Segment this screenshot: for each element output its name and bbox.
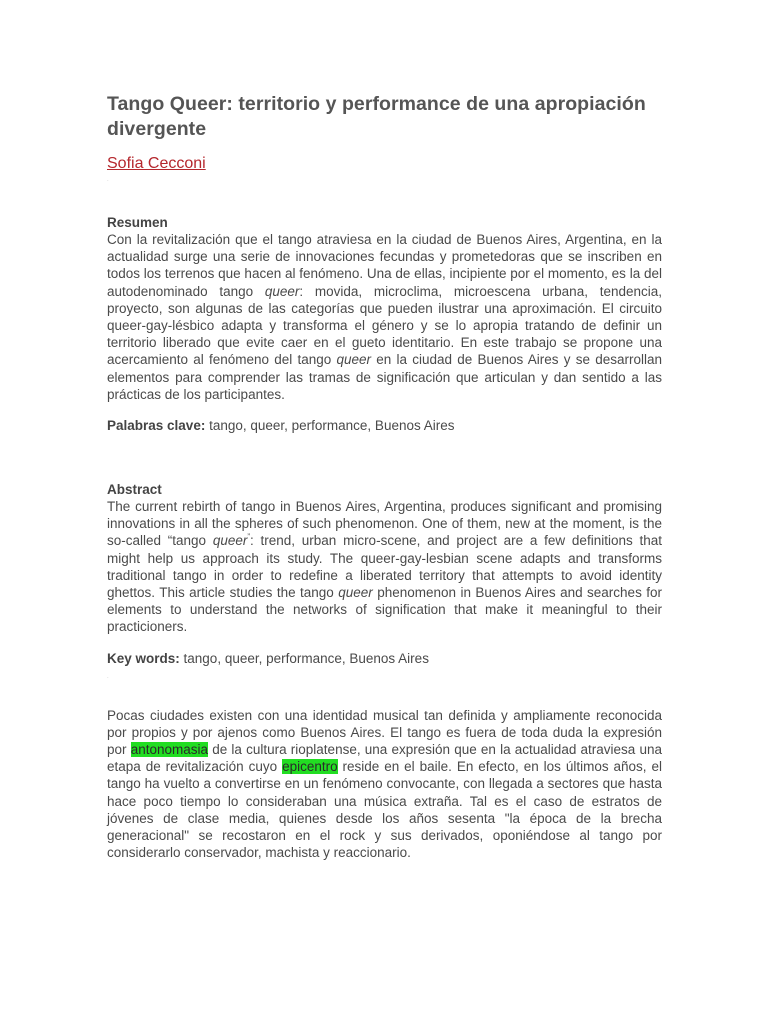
intro-text: reside en el baile. En efecto, en los últimos años, el tango ha vuelto a convertirse en un fenómeno convocante, con llegada a sectores que hasta hace poco tiempo lo consideraban una música extraña. Tal es el caso de estratos de jóvenes de clase media, quienes desde los años sesenta "la época de la brecha generacional" se recostaron en el rock y sus derivados, oponiéndose al tango por considerarlo conservador, machista y reaccionario.	[107, 759, 662, 861]
abstract-emphasis: queer	[212, 533, 248, 549]
intro-paragraph	[107, 707, 662, 862]
highlighted-word: epicentro	[282, 759, 338, 775]
palabras-clave-value: tango, queer, performance, Buenos Aires	[205, 418, 455, 434]
spacer	[107, 434, 662, 481]
document-content	[107, 92, 662, 861]
palabras-clave	[107, 417, 662, 434]
highlighted-word: antonomasia	[130, 742, 209, 758]
author-byline	[107, 154, 662, 174]
resumen-paragraph	[107, 231, 662, 403]
resumen-emphasis: queer	[336, 352, 372, 368]
abstract-heading: Abstract	[107, 482, 162, 498]
spacer	[107, 184, 662, 214]
abstract-paragraph	[107, 498, 662, 636]
footnote-mark: ”	[247, 532, 251, 542]
key-words-label: Key words:	[107, 650, 180, 666]
author-link[interactable]: Sofia Cecconi	[107, 155, 206, 172]
abstract-emphasis: queer	[338, 585, 373, 601]
resumen-text: Con la revitalización que el tango atraviesa en la ciudad de Buenos Aires, Argentina, en la actualidad surge una serie de innovaciones fecundas y prometedoras que se inscriben en todos los terrenos que hacen al fenómeno. Una de ellas, incipiente por el momento, es la del autodenominado tango	[107, 232, 662, 299]
key-words-value: tango, queer, performance, Buenos Aires	[179, 650, 429, 666]
page-title: Tango Queer: territorio y performance de una apropiación divergente	[107, 93, 646, 140]
intro-text: Pocas ciudades existen con una identidad musical tan definida y ampliamente reconocida por propios y por ajenos como Buenos Aires. El tango es fuera de toda duda la expresión por	[107, 707, 662, 758]
abstract-text: The current rebirth of tango in Buenos Aires, Argentina, produces significant and promising innovations in all the spheres of such phenomenon. One of them, new at the moment, is the so-called “tango	[107, 499, 662, 549]
resumen-text: : movida, microclima, microescena urbana, tendencia, proyecto, son algunas de las categorías que pueden ilustrar una aproximación. El circuito queer-gay-lésbico adapta y transforma el género y se lo apropia tratando de definir un territorio liberado que evite caer en el gueto identitario. En este trabajo se propone una acercamiento al fenómeno del tango	[107, 283, 662, 368]
intro-text: de la cultura rioplatense, una expresión que en la actualidad atraviesa una etapa de revitalización cuyo	[107, 742, 662, 775]
separator-mark: .	[107, 673, 109, 680]
resumen-text: en la ciudad de Buenos Aires y se desarrollan elementos para comprender las tramas de significación que articulan y dan sentido a las prácticas de los participantes.	[107, 352, 662, 402]
palabras-clave-label: Palabras clave:	[107, 418, 206, 434]
spacer	[107, 681, 662, 707]
abstract-text: : trend, urban micro-scene, and project are a few definitions that might help us approach its study. The queer-gay-lesbian scene adapts and transforms traditional tango in order to redefine a liberated territory that attempts to avoid identity ghettos. This article studies the tango	[107, 533, 662, 601]
resumen-emphasis: queer	[264, 283, 300, 299]
key-words	[107, 650, 662, 667]
separator-mark: .	[107, 177, 109, 183]
resumen-heading: Resumen	[107, 215, 168, 230]
abstract-text: phenomenon in Buenos Aires and searches for elements to understand the networks of signification that make it meaningful to their practicioners.	[107, 585, 663, 635]
